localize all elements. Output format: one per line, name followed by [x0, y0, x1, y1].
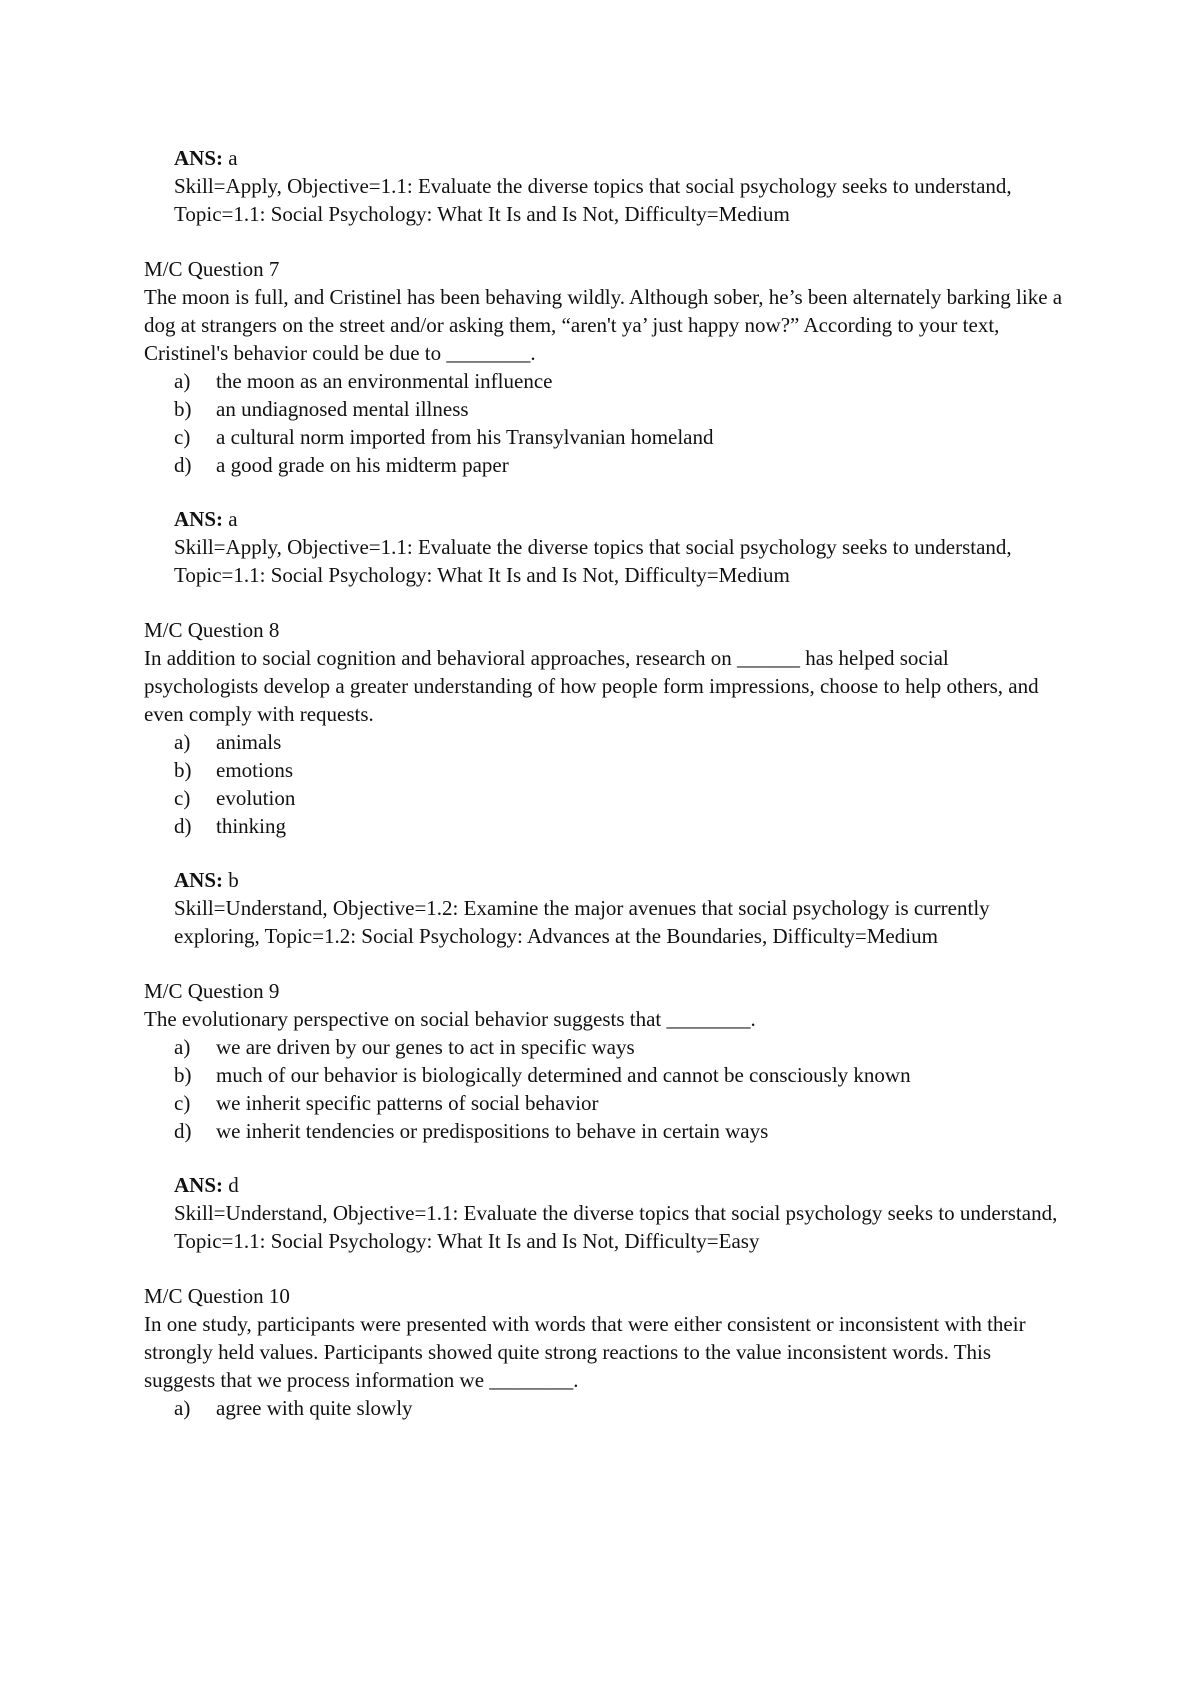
option-text: much of our behavior is biologically determined and cannot be consciously known — [216, 1063, 911, 1087]
option-letter: c) — [174, 1091, 191, 1115]
option-letter: a) — [174, 1035, 191, 1059]
answer-label: ANS: — [174, 1173, 224, 1197]
option-text: we inherit specific patterns of social behavior — [216, 1091, 599, 1115]
question-9 — [144, 977, 1064, 1145]
option-letter: d) — [174, 814, 192, 838]
option-letter: a) — [174, 369, 191, 393]
question-7 — [144, 255, 1064, 479]
option-letter: a) — [174, 730, 191, 754]
answer-value: b — [228, 868, 239, 892]
option-text: animals — [216, 730, 282, 754]
options-list — [144, 367, 1064, 479]
option-letter: c) — [174, 425, 191, 449]
option-letter: d) — [174, 1119, 192, 1143]
document-page — [144, 144, 1064, 1422]
option-text: a cultural norm imported from his Transylvanian homeland — [216, 425, 714, 449]
answer-label: ANS: — [174, 507, 224, 531]
answer-label: ANS: — [174, 868, 224, 892]
option-letter: d) — [174, 453, 192, 477]
option-text: emotions — [216, 758, 293, 782]
option-letter: b) — [174, 397, 192, 421]
question-8 — [144, 616, 1064, 840]
answer-value: a — [228, 507, 238, 531]
option-letter: a) — [174, 1396, 191, 1420]
answer-value: a — [228, 146, 238, 170]
answer-block — [174, 866, 1064, 950]
option-letter: b) — [174, 1063, 192, 1087]
option-b — [144, 1061, 1064, 1089]
answer-block — [174, 144, 1064, 228]
question-stem: The evolutionary perspective on social behavior suggests that ________. — [144, 1007, 756, 1031]
option-b — [144, 756, 1064, 784]
question-title: M/C Question 7 — [144, 257, 280, 281]
option-d — [144, 1117, 1064, 1145]
question-stem: In one study, participants were presented with words that were either consistent or inconsistent with their strongly held values. Participants showed quite strong reactions to the value inconsistent words. This suggests that we process information we ________. — [144, 1312, 1026, 1392]
question-title: M/C Question 9 — [144, 979, 280, 1003]
option-a — [144, 1033, 1064, 1061]
question-title: M/C Question 8 — [144, 618, 280, 642]
answer-metadata: Skill=Understand, Objective=1.2: Examine the major avenues that social psychology is currently exploring, Topic=1.2: Social Psychology: Advances at the Boundaries, Difficulty=Medium — [174, 896, 990, 948]
question-title: M/C Question 10 — [144, 1284, 290, 1308]
answer-metadata: Skill=Apply, Objective=1.1: Evaluate the diverse topics that social psychology seeks to understand, Topic=1.1: Social Psychology: What It Is and Is Not, Difficulty=Medium — [174, 535, 1012, 587]
option-a — [144, 1394, 1064, 1422]
option-c — [144, 784, 1064, 812]
option-c — [144, 1089, 1064, 1117]
question-stem: In addition to social cognition and behavioral approaches, research on ______ has helped social psychologists develop a greater understanding of how people form impressions, choose to help others, and even comply with requests. — [144, 646, 1039, 726]
answer-label: ANS: — [174, 146, 224, 170]
question-stem: The moon is full, and Cristinel has been behaving wildly. Although sober, he’s been alternately barking like a dog at strangers on the street and/or asking them, “aren't ya’ just happy now?” According to your text, Cristinel's behavior could be due to ________. — [144, 285, 1063, 365]
option-d — [144, 451, 1064, 479]
option-text: evolution — [216, 786, 296, 810]
options-list — [144, 1033, 1064, 1145]
option-text: thinking — [216, 814, 287, 838]
option-text: a good grade on his midterm paper — [216, 453, 509, 477]
options-list — [144, 1394, 1064, 1422]
option-letter: b) — [174, 758, 192, 782]
option-text: we inherit tendencies or predispositions to behave in certain ways — [216, 1119, 769, 1143]
option-b — [144, 395, 1064, 423]
option-text: the moon as an environmental influence — [216, 369, 553, 393]
option-text: an undiagnosed mental illness — [216, 397, 469, 421]
answer-metadata: Skill=Apply, Objective=1.1: Evaluate the diverse topics that social psychology seeks to understand, Topic=1.1: Social Psychology: What It Is and Is Not, Difficulty=Medium — [174, 174, 1012, 226]
option-letter: c) — [174, 786, 191, 810]
options-list — [144, 728, 1064, 840]
option-text: agree with quite slowly — [216, 1396, 413, 1420]
option-a — [144, 367, 1064, 395]
answer-block — [174, 505, 1064, 589]
option-a — [144, 728, 1064, 756]
option-text: we are driven by our genes to act in specific ways — [216, 1035, 635, 1059]
question-10 — [144, 1282, 1064, 1422]
option-c — [144, 423, 1064, 451]
answer-block — [174, 1171, 1064, 1255]
answer-value: d — [228, 1173, 239, 1197]
answer-metadata: Skill=Understand, Objective=1.1: Evaluate the diverse topics that social psychology seeks to understand, Topic=1.1: Social Psychology: What It Is and Is Not, Difficulty=Easy — [174, 1201, 1058, 1253]
option-d — [144, 812, 1064, 840]
